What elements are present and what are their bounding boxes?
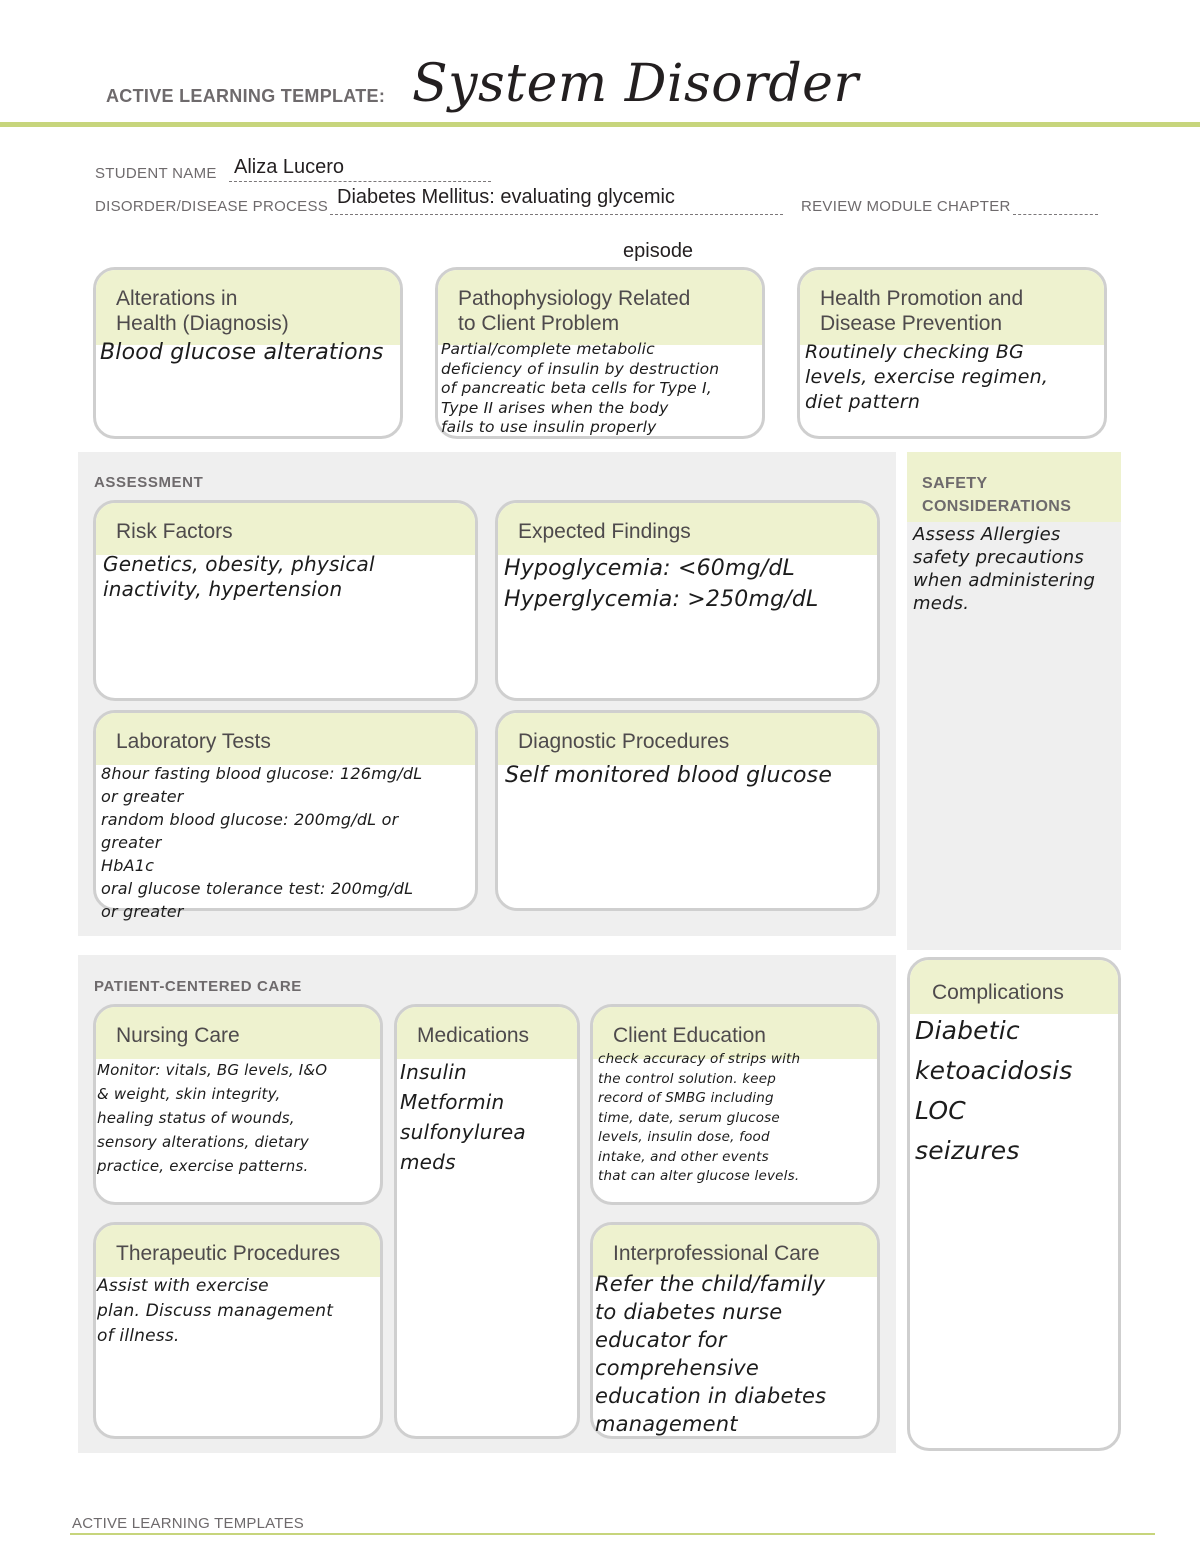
laboratory-tests-title: Laboratory Tests <box>116 730 271 753</box>
interprofessional-care-content: Refer the child/family to diabetes nurse educator for comprehensive education in diabetes management <box>595 1272 827 1436</box>
expected-findings-content: Hypoglycemia: <60mg/dL Hyperglycemia: >250mg/dL <box>504 556 819 612</box>
assessment-heading: ASSESSMENT <box>94 474 204 491</box>
student-name-label: STUDENT NAME <box>95 165 217 182</box>
nursing-care-content: Monitor: vitals, BG levels, I&O & weight, skin integrity, healing status of wounds, sensory alterations, dietary practice, exercise patterns. <box>97 1061 328 1175</box>
disorder-label: DISORDER/DISEASE PROCESS <box>95 198 329 215</box>
disorder-line <box>330 214 783 215</box>
laboratory-tests-content: 8hour fasting blood glucose: 126mg/dL or greater random blood glucose: 200mg/dL or greater HbA1c oral glucose tolerance test: 200mg/dL or greater <box>101 764 423 921</box>
disorder-field[interactable]: Diabetes Mellitus: evaluating glycemic <box>337 186 675 208</box>
template-title: System Disorder <box>412 54 859 114</box>
student-name-line <box>229 181 491 182</box>
client-education-title: Client Education <box>613 1024 766 1047</box>
risk-factors-title: Risk Factors <box>116 520 233 543</box>
therapeutic-procedures-content: Assist with exercise plan. Discuss management of illness. <box>97 1276 334 1346</box>
pathophysiology-content: Partial/complete metabolic deficiency of insulin by destruction of pancreatic beta cells for Type I, Type II arises when the body fails to use insulin properly <box>441 340 720 436</box>
review-module-label: REVIEW MODULE CHAPTER <box>801 198 1011 215</box>
footer-label: ACTIVE LEARNING TEMPLATES <box>72 1515 304 1532</box>
diagnostic-procedures-title: Diagnostic Procedures <box>518 730 730 753</box>
header-divider <box>0 122 1200 127</box>
health-promotion-title: Health Promotion and Disease Prevention <box>820 287 1024 335</box>
safety-considerations-content: Assess Allergies safety precautions when administering meds. <box>913 524 1096 614</box>
complications-content: Diabetic ketoacidosis LOC seizures <box>915 1016 1073 1165</box>
review-module-field[interactable] <box>1013 214 1098 215</box>
client-education-content: check accuracy of strips with the control solution. keep record of SMBG including time, date, serum glucose levels, insulin dose, food intake, and other events that can alter glucose levels. <box>598 1051 801 1184</box>
complications-title: Complications <box>932 981 1064 1004</box>
pathophysiology-title: Pathophysiology Related to Client Problem <box>458 287 691 335</box>
safety-considerations-heading: SAFETY CONSIDERATIONS <box>922 475 1072 515</box>
alterations-content: Blood glucose alterations <box>100 340 384 365</box>
footer-divider <box>70 1533 1155 1535</box>
alterations-title: Alterations in Health (Diagnosis) <box>116 287 289 335</box>
health-promotion-content: Routinely checking BG levels, exercise regimen, diet pattern <box>805 341 1049 413</box>
disorder-field-continued: episode <box>623 240 694 262</box>
medications-title: Medications <box>417 1024 530 1047</box>
expected-findings-title: Expected Findings <box>518 520 691 543</box>
interprofessional-care-title: Interprofessional Care <box>613 1242 820 1265</box>
diagnostic-procedures-content: Self monitored blood glucose <box>505 763 833 788</box>
template-prefix: ACTIVE LEARNING TEMPLATE: <box>106 86 386 106</box>
therapeutic-procedures-title: Therapeutic Procedures <box>116 1242 341 1265</box>
diagnostic-procedures-card <box>495 710 880 911</box>
medications-content: Insulin Metformin sulfonylurea meds <box>400 1060 526 1174</box>
risk-factors-content: Genetics, obesity, physical inactivity, hypertension <box>103 552 375 601</box>
nursing-care-title: Nursing Care <box>116 1024 240 1047</box>
patient-centered-care-heading: PATIENT-CENTERED CARE <box>94 978 302 995</box>
student-name-field[interactable]: Aliza Lucero <box>234 156 345 178</box>
